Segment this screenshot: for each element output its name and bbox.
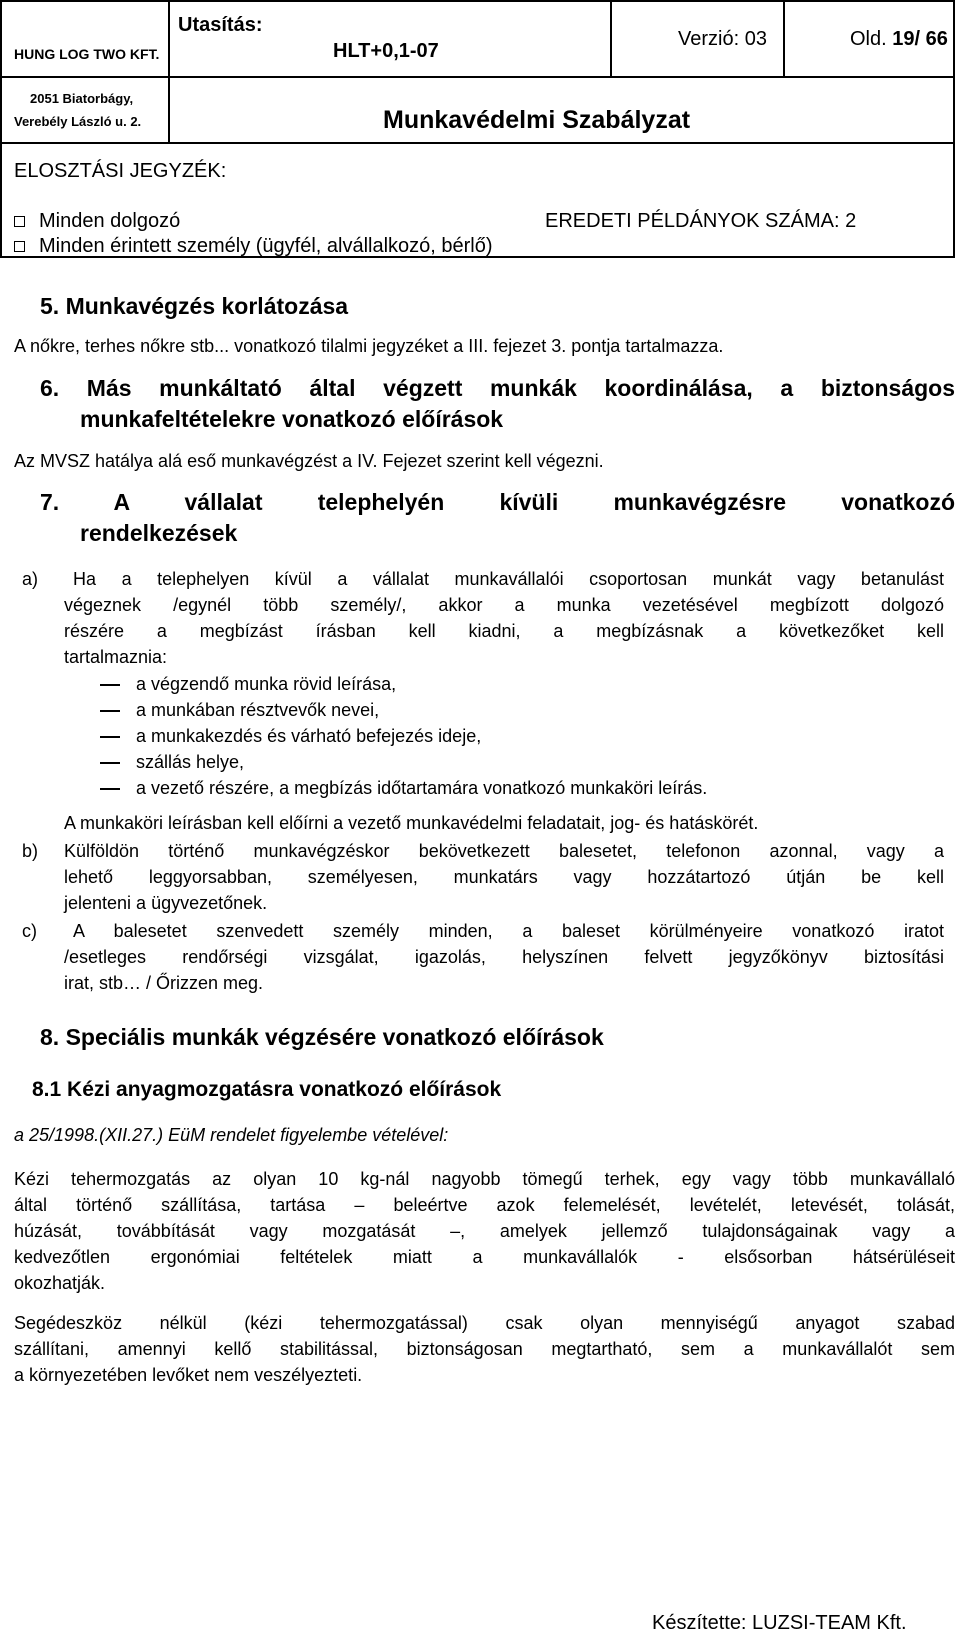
paragraph-1-line3: húzását, továbbítását vagy mozgatását –, amelyek jellemző tulajdonságainak vagy a [14, 1221, 955, 1241]
checkbox-icon [14, 216, 25, 227]
footer-prepared-by: Készítette: LUZSI-TEAM Kft. [652, 1612, 907, 1634]
list-item [100, 726, 481, 747]
section-6-title-line1: 6. Más munkáltató által végzett munkák koordinálása, a biztonságos [40, 375, 955, 401]
item-a-line1: Ha a telephelyen kívül a vállalat munkavállalói csoportosan munkát vagy betanulást [73, 569, 944, 589]
distribution-list-title: ELOSZTÁSI JEGYZÉK: [14, 160, 227, 182]
page-number [850, 28, 948, 51]
item-c-line2: /esetleges rendőrségi vizsgálat, igazolás, helyszínen felvett jegyzőkönyv biztosítási [64, 947, 944, 967]
checkbox-icon [14, 241, 25, 252]
page-value: 19/ 66 [892, 28, 948, 50]
paragraph-2-line2: szállítani, amennyi kellő stabilitással, biztonságosan megtartható, sem a munkavállalót sem [14, 1339, 955, 1359]
company-name: HUNG LOG TWO KFT. [14, 46, 160, 62]
list-item-text: szállás helye, [136, 752, 245, 772]
item-c-line3: irat, stb… / Őrizzen meg. [64, 973, 264, 993]
instruction-code: HLT+0,1-07 [333, 40, 439, 62]
distribution-item-all-employees [14, 210, 180, 233]
list-item [100, 700, 379, 721]
regulation-reference: a 25/1998.(XII.27.) EüM rendelet figyelembe vételével: [14, 1125, 449, 1145]
list-item [100, 752, 244, 773]
distribution-item-label: Minden dolgozó [39, 210, 181, 232]
section-8-1-title: 8.1 Kézi anyagmozgatásra vonatkozó előírások [32, 1078, 502, 1101]
item-a-line2: végeznek /egynél több személy/, akkor a munka vezetésével megbízott dolgozó [64, 595, 944, 615]
version-label: Verzió: 03 [678, 28, 767, 50]
item-b-line2: lehető leggyorsabban, személyesen, munkatárs vagy hozzátartozó útján be kell [64, 867, 944, 887]
paragraph-2-line3: a környezetében levőket nem veszélyezteti. [14, 1365, 363, 1385]
list-item [100, 778, 707, 799]
dash-bullet-icon [100, 710, 120, 712]
original-copies-count: EREDETI PÉLDÁNYOK SZÁMA: 2 [545, 210, 857, 232]
list-item-text: a munkában résztvevők nevei, [136, 700, 380, 720]
item-b-line3: jelenteni a ügyvezetőnek. [64, 893, 268, 913]
company-address-line2: Verebély László u. 2. [14, 114, 142, 129]
dash-bullet-icon [100, 762, 120, 764]
section-7-title-line2: rendelkezések [80, 520, 238, 546]
header-table [0, 0, 955, 258]
item-c-line1: A balesetet szenvedett személy minden, a baleset körülményeire vonatkozó iratot [73, 921, 944, 941]
item-c-marker: c) [22, 921, 37, 941]
company-address-line1: 2051 Biatorbágy, [30, 91, 134, 106]
section-6-text: Az MVSZ hatálya alá eső munkavégzést a IV. Fejezet szerint kell végezni. [14, 451, 604, 471]
item-a-marker: a) [22, 569, 39, 589]
dash-bullet-icon [100, 736, 120, 738]
list-item-text: a munkakezdés és várható befejezés ideje, [136, 726, 482, 746]
dash-bullet-icon [100, 788, 120, 790]
paragraph-1-line2: által történő szállítása, tartása – beleértve azok felemelését, levételét, letevését, tolását, [14, 1195, 955, 1215]
paragraph-1-line4: kedvezőtlen ergonómiai feltételek miatt a munkavállalók - elsősorban hátsérüléseit [14, 1247, 955, 1267]
distribution-item-affected-persons [14, 235, 493, 258]
section-5-title: 5. Munkavégzés korlátozása [40, 293, 349, 319]
item-b-marker: b) [22, 841, 39, 861]
document-title: Munkavédelmi Szabályzat [383, 106, 691, 134]
page-label: Old. [850, 28, 887, 50]
section-7-title-line1: 7. A vállalat telephelyén kívüli munkavégzésre vonatkozó [40, 489, 955, 515]
list-item-text: a vezető részére, a megbízás időtartamára vonatkozó munkaköri leírás. [136, 778, 708, 798]
dash-bullet-icon [100, 684, 120, 686]
item-a-after-text: A munkaköri leírásban kell előírni a vezető munkavédelmi feladatait, jog- és hatáskörét. [64, 813, 759, 833]
instruction-label: Utasítás: [178, 14, 263, 36]
section-8-title: 8. Speciális munkák végzésére vonatkozó előírások [40, 1024, 604, 1050]
list-item-text: a végzendő munka rövid leírása, [136, 674, 397, 694]
section-5-text: A nőkre, terhes nőkre stb... vonatkozó tilalmi jegyzéket a III. fejezet 3. pontja tartalmazza. [14, 336, 724, 356]
list-item [100, 674, 396, 695]
item-a-line4: tartalmaznia: [64, 647, 168, 667]
item-b-line1: Külföldön történő munkavégzéskor bekövetkezett balesetet, telefonon azonnal, vagy a [64, 841, 944, 861]
paragraph-2-line1: Segédeszköz nélkül (kézi tehermozgatással) csak olyan mennyiségű anyagot szabad [14, 1313, 955, 1333]
item-a-line3: részére a megbízást írásban kell kiadni, a megbízásnak a következőket kell [64, 621, 944, 641]
section-6-title-line2: munkafeltételekre vonatkozó előírások [80, 406, 504, 432]
paragraph-1-line1: Kézi tehermozgatás az olyan 10 kg-nál nagyobb tömegű terhek, egy vagy több munkavállaló [14, 1169, 955, 1189]
distribution-item-label: Minden érintett személy (ügyfél, alvállalkozó, bérlő) [39, 235, 493, 257]
paragraph-1-line5: okozhatják. [14, 1273, 106, 1293]
